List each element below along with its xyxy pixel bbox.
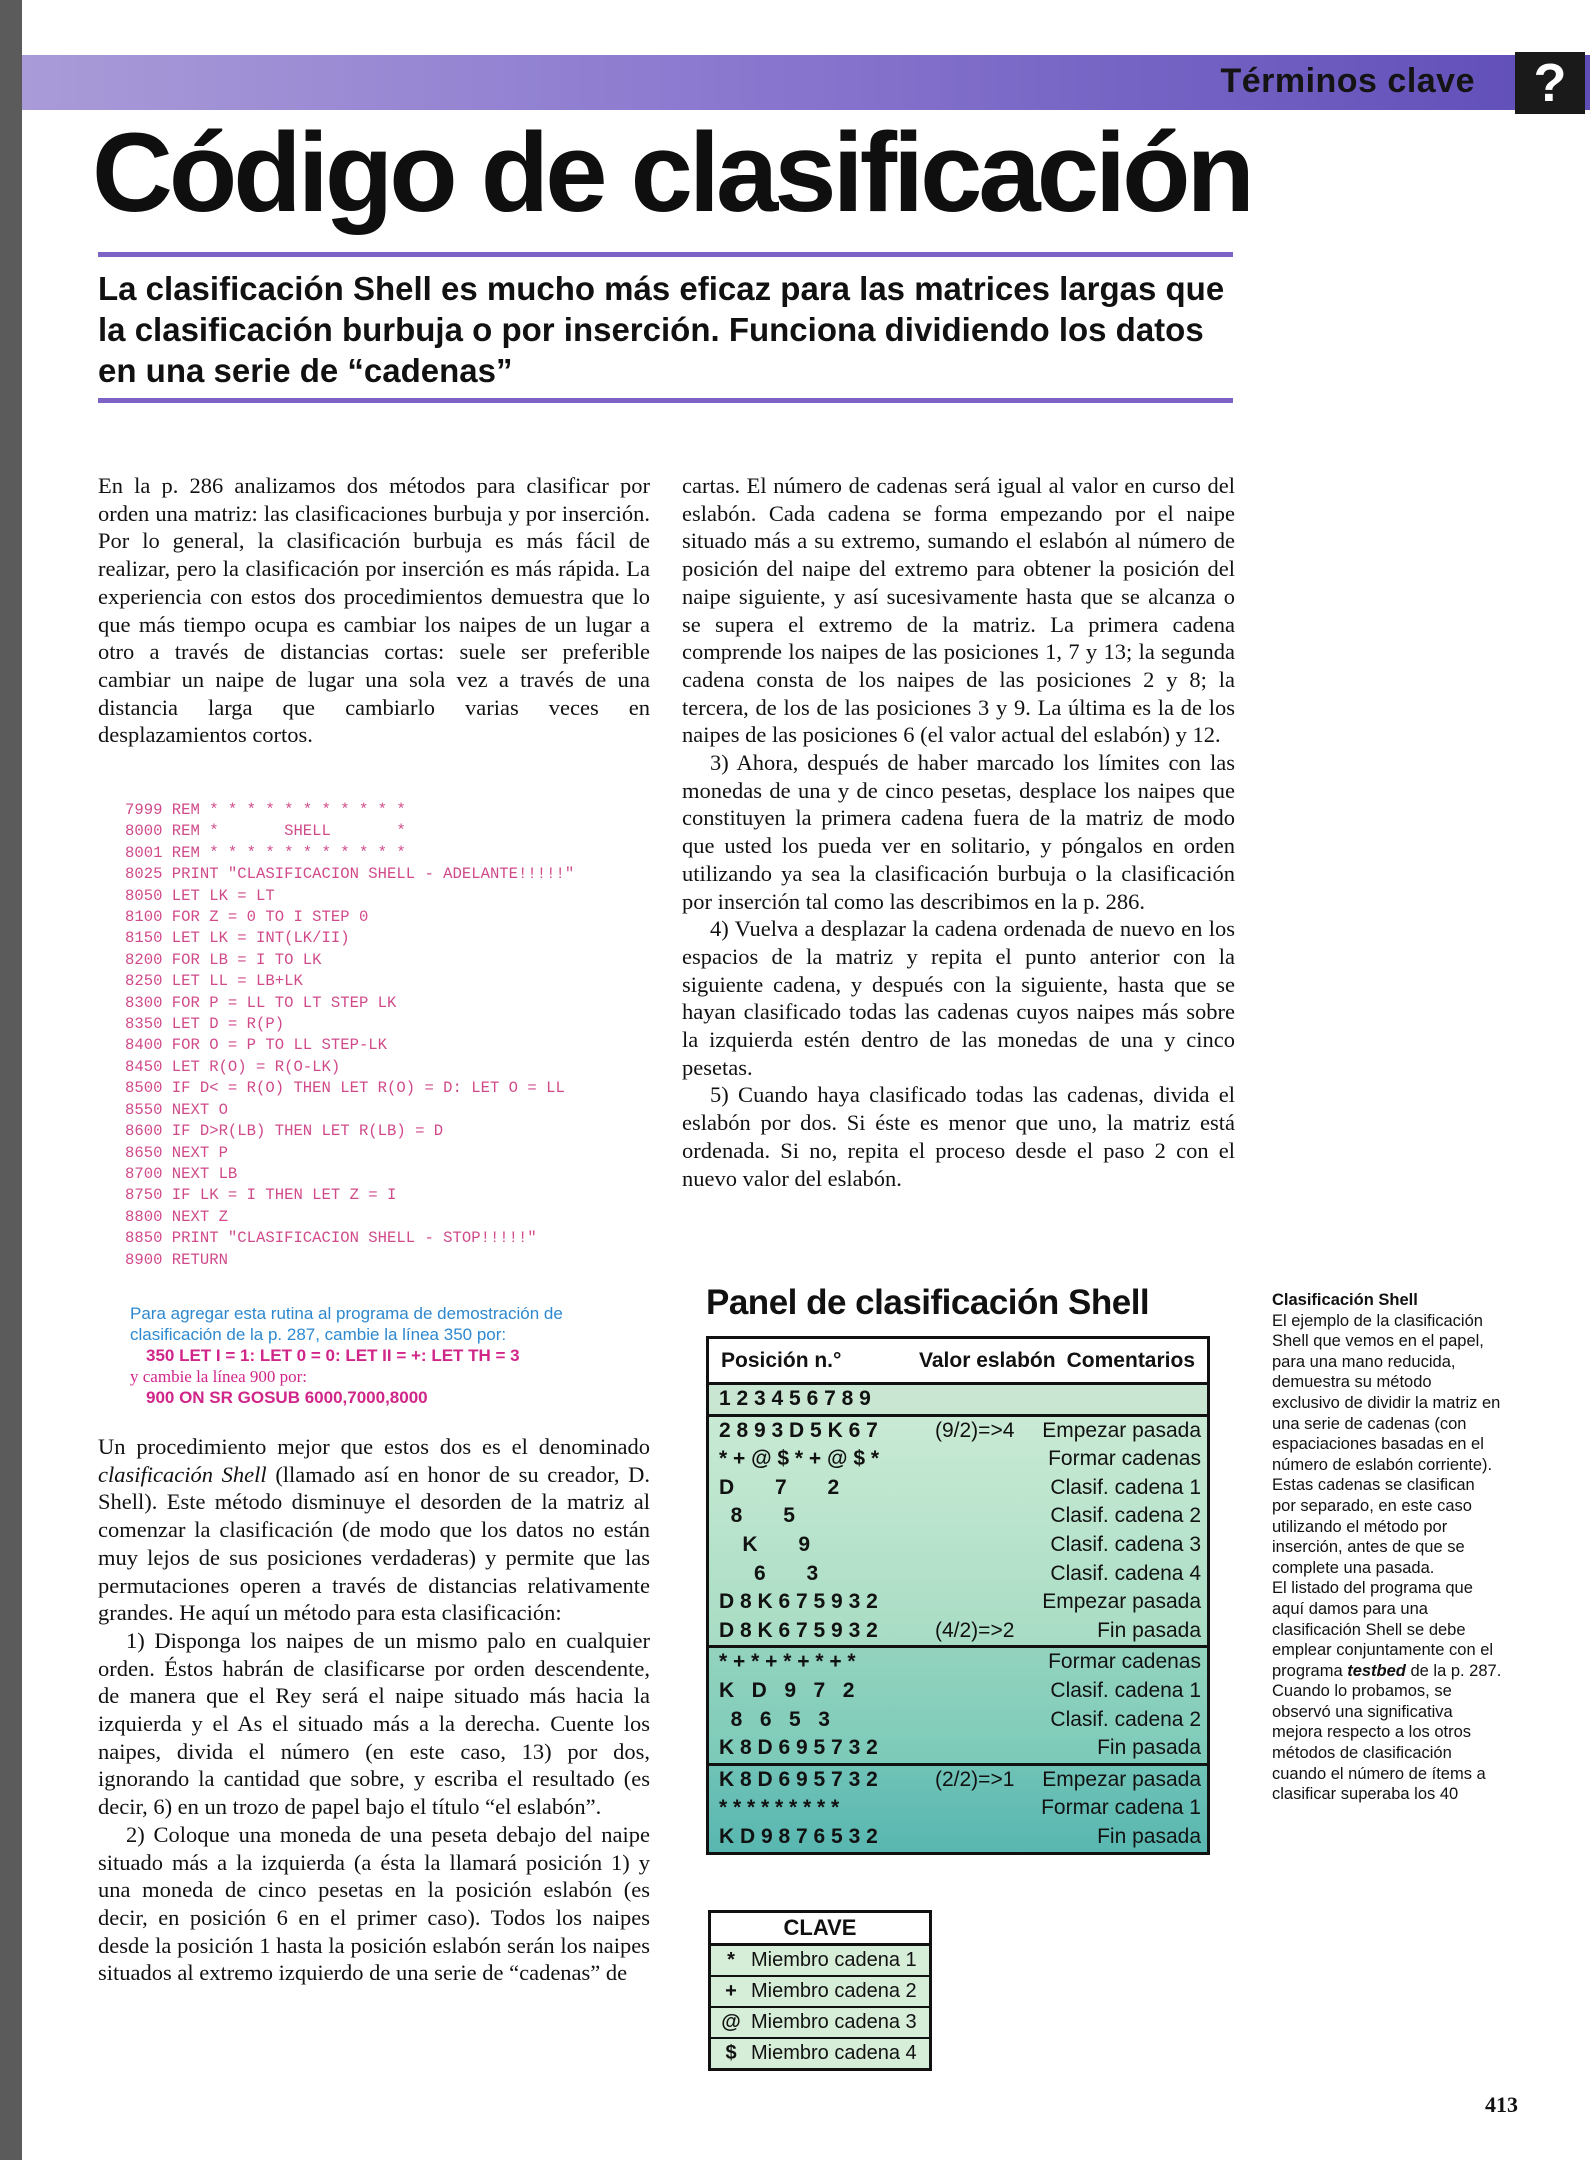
key-label: Miembro cadena 4 <box>751 2042 917 2064</box>
step-4-paragraph: 4) Vuelva a desplazar la cadena ordenada de nuevo en los espacios de la matriz y repita el punto anterior con la siguiente cadena, y después con la siguiente, hasta que se hayan clasificado todas las cadenas cuyos naipes más sobre la izquierda estén dentro de las monedas de una y cinco pesetas. <box>682 916 1235 1080</box>
code-line: 8550 NEXT O <box>125 1100 228 1119</box>
key-row <box>711 2006 929 2037</box>
panel-segment <box>709 1648 1207 1765</box>
body-paragraph <box>98 1433 650 1627</box>
code-line: 8050 LET LK = LT <box>125 886 275 905</box>
panel-row <box>709 1385 1207 1414</box>
code-line: 8150 LET LK = INT(LK/II) <box>125 929 350 948</box>
panel-row <box>709 1560 1207 1589</box>
card-sequence: K 8 D 6 9 5 7 3 2 <box>719 1767 878 1791</box>
note-text-2: y cambie la línea 900 por: <box>130 1367 308 1386</box>
shell-sort-panel <box>706 1336 1210 1855</box>
page-edge <box>0 0 22 2160</box>
row-comment: Formar cadenas <box>1048 1650 1201 1674</box>
left-column-top <box>98 472 650 749</box>
row-comment: Empezar pasada <box>1042 1590 1201 1614</box>
card-sequence: K D 9 8 7 6 5 3 2 <box>719 1824 878 1848</box>
intro-paragraph: La clasificación Shell es mucho más eficaz para las matrices largas que la clasificación burbuja o por inserción. Funciona dividiendo los datos en una serie de “cadenas” <box>98 270 1225 389</box>
emphasis: testbed <box>1347 1661 1406 1680</box>
panel-row <box>709 1502 1207 1531</box>
card-sequence: 6 3 <box>719 1561 819 1585</box>
row-comment: Formar cadena 1 <box>1041 1796 1201 1820</box>
key-title: CLAVE <box>711 1913 929 1946</box>
code-line: 8100 FOR Z = 0 TO I STEP 0 <box>125 908 369 927</box>
code-line: 8450 LET R(O) = R(O-LK) <box>125 1057 341 1076</box>
text-run: El listado del programa que aquí damos para una clasificación Shell se debe emplear conjuntamente con el programa <box>1272 1579 1494 1680</box>
sidebar-caption <box>1272 1290 1502 1805</box>
link-value: (2/2)=>1 <box>935 1767 1015 1791</box>
key-label: Miembro cadena 1 <box>751 1949 917 1971</box>
key-row <box>711 1946 929 1975</box>
code-line: 8800 NEXT Z <box>125 1207 228 1226</box>
column-header-position: Posición n.° <box>721 1349 842 1372</box>
panel-row <box>709 1445 1207 1474</box>
row-comment: Fin pasada <box>1097 1824 1201 1848</box>
row-comment: Clasif. cadena 3 <box>1050 1532 1201 1556</box>
code-line: 8000 REM * SHELL * <box>125 822 406 841</box>
caption-text-2 <box>1272 1578 1502 1805</box>
card-sequence: K 9 <box>719 1532 811 1556</box>
panel-row <box>709 1766 1207 1795</box>
panel-row <box>709 1794 1207 1823</box>
key-symbol: + <box>725 1980 737 2002</box>
step-3-paragraph: 3) Ahora, después de haber marcado los límites con las monedas de una y de cinco pesetas, desplace los naipes que constituyen la primera cadena fuera de la matriz de modo que usted los pueda ver en solitario, y póngalos en orden utilizando ya sea la clasificación burbuja o la clasificación por inserción tal como las describimos en la p. 286. <box>682 750 1235 914</box>
caption-heading: Clasificación Shell <box>1272 1291 1418 1309</box>
panel-row <box>709 1823 1207 1852</box>
row-comment: Fin pasada <box>1097 1736 1201 1760</box>
code-line: 8500 IF D< = R(O) THEN LET R(O) = D: LET O = LL <box>125 1079 565 1098</box>
row-comment: Empezar pasada <box>1042 1418 1201 1442</box>
question-mark-icon: ? <box>1515 52 1585 114</box>
note-code-line-900: 900 ON SR GOSUB 6000,7000,8000 <box>146 1388 428 1407</box>
row-comment: Clasif. cadena 1 <box>1050 1678 1201 1702</box>
row-comment: Clasif. cadena 2 <box>1050 1707 1201 1731</box>
link-value: (4/2)=>2 <box>935 1618 1015 1642</box>
text-run: de la p. 287. Cuando lo probamos, se observó una significativa mejora respecto a los otros métodos de clasificación cuando el número de ítems a clasificar superaba los 40 <box>1272 1661 1502 1804</box>
title-rule-top <box>98 252 1233 257</box>
row-comment: Clasif. cadena 2 <box>1050 1504 1201 1528</box>
panel-row <box>709 1474 1207 1503</box>
body-paragraph: cartas. El número de cadenas será igual al valor en curso del eslabón. Cada cadena se forma empezando por el naipe situado más a su extremo, sumando el eslabón al número de posición del naipe del extremo para obtener la posición del naipe siguiente, y así sucesivamente hasta que se alcanza o se supera el extremo de la matriz. La primera cadena comprende los naipes de las posiciones 1, 7 y 13; la segunda cadena consta de los naipes de las posiciones 2 y 8; la tercera, de los de las posiciones 3 y 9. La última es la de los naipes de las posiciones 6 (el valor actual del eslabón) y 12. <box>682 473 1235 748</box>
program-note <box>130 1303 600 1408</box>
code-line: 8900 RETURN <box>125 1250 228 1269</box>
key-symbol: @ <box>721 2011 741 2033</box>
left-column-bottom <box>98 1433 650 1987</box>
text-run: Un procedimiento mejor que estos dos es el denominado <box>98 1434 650 1459</box>
panel-row <box>709 1588 1207 1617</box>
title-rule-bottom <box>98 398 1233 403</box>
code-line: 8200 FOR LB = I TO LK <box>125 950 322 969</box>
code-line: 8250 LET LL = LB+LK <box>125 972 303 991</box>
card-sequence: 2 8 9 3 D 5 K 6 7 <box>719 1418 878 1442</box>
code-line: 8650 NEXT P <box>125 1143 228 1162</box>
code-line: 8750 IF LK = I THEN LET Z = I <box>125 1186 397 1205</box>
row-comment: Fin pasada <box>1097 1618 1201 1642</box>
card-sequence: D 7 2 <box>719 1475 840 1499</box>
row-comment: Clasif. cadena 1 <box>1050 1475 1201 1499</box>
key-symbol: $ <box>725 2042 737 2064</box>
key-row <box>711 2037 929 2068</box>
code-line: 8700 NEXT LB <box>125 1164 238 1183</box>
key-symbol: * <box>727 1949 735 1971</box>
panel-row <box>709 1417 1207 1446</box>
card-sequence: 1 2 3 4 5 6 7 8 9 <box>719 1387 871 1410</box>
section-label: Términos clave <box>1220 62 1475 100</box>
card-sequence: K D 9 7 2 <box>719 1678 855 1702</box>
card-sequence: * + * + * + * + * <box>719 1650 856 1674</box>
row-comment: Empezar pasada <box>1042 1767 1201 1791</box>
key-box <box>708 1910 932 2071</box>
emphasis: clasificación Shell <box>98 1461 267 1487</box>
row-comment: Clasif. cadena 4 <box>1050 1561 1201 1585</box>
key-label: Miembro cadena 3 <box>751 2011 917 2033</box>
note-text: Para agregar esta rutina al programa de demostración de clasificación de la p. 287, cambie la línea 350 por: <box>130 1304 563 1344</box>
card-sequence: 8 6 5 3 <box>719 1707 830 1731</box>
panel-row <box>709 1617 1207 1646</box>
page-number: 413 <box>1485 2092 1518 2117</box>
link-value: (9/2)=>4 <box>935 1418 1015 1442</box>
code-line: 8350 LET D = R(P) <box>125 1015 285 1034</box>
panel-segment <box>709 1766 1207 1852</box>
page-title: Código de clasificación <box>92 110 1251 235</box>
card-sequence: * + @ $ * + @ $ * <box>719 1447 880 1471</box>
step-2-paragraph: 2) Coloque una moneda de una peseta debajo del naipe situado más a la izquierda (a ésta la llamará posición 1) y una moneda de cinco pesetas en la posición eslabón (es decir, en posición 6 en el primer caso). Todos los naipes desde la posición 1 hasta la posición eslabón serán los naipes situados al extremo izquierdo de una serie de “cadenas” de <box>98 1821 650 1986</box>
card-sequence: K 8 D 6 9 5 7 3 2 <box>719 1736 878 1760</box>
key-label: Miembro cadena 2 <box>751 1980 917 2002</box>
text-run: (llamado así en honor de su creador, D. Shell). Este método disminuye el desorden de la matriz al comenzar la clasificación (de modo que los datos no están muy lejos de sus posiciones verdaderas) y permite que las permutaciones operen a través de distancias relativamente grandes. He aquí un método para esta clasificación: <box>98 1461 650 1626</box>
code-line: 8025 PRINT "CLASIFICACION SHELL - ADELANTE!!!!!" <box>125 865 575 884</box>
column-header-value: Valor eslabón <box>919 1349 1056 1372</box>
panel-row <box>709 1648 1207 1677</box>
card-sequence: D 8 K 6 7 5 9 3 2 <box>719 1590 878 1614</box>
panel-segment <box>709 1385 1207 1417</box>
row-comment: Formar cadenas <box>1048 1447 1201 1471</box>
step-1-paragraph: 1) Disponga los naipes de un mismo palo en cualquier orden. Éstos habrán de clasificarse por orden descendente, de manera que el Rey será el naipe situado más hacia la izquierda y el As el situado más a la derecha. Cuente los naipes, divida el número (en este caso, 13) por dos, ignorando la cantidad que sobre, y escriba el resultado (es decir, 6) en un trozo de papel bajo el título “el eslabón”. <box>98 1627 650 1820</box>
panel-header <box>709 1339 1207 1385</box>
column-header-comments: Comentarios <box>1066 1349 1195 1372</box>
code-listing <box>125 800 574 1271</box>
key-row <box>711 1975 929 2006</box>
code-line: 8400 FOR O = P TO LL STEP-LK <box>125 1036 388 1055</box>
panel-body <box>709 1385 1207 1852</box>
note-code-line-350: 350 LET I = 1: LET 0 = 0: LET II = +: LET TH = 3 <box>146 1346 520 1365</box>
panel-row <box>709 1706 1207 1735</box>
code-line: 8001 REM * * * * * * * * * * * <box>125 843 406 862</box>
card-sequence: * * * * * * * * * <box>719 1796 840 1820</box>
right-column <box>682 472 1235 1192</box>
body-paragraph: En la p. 286 analizamos dos métodos para clasificar por orden una matriz: las clasificaciones burbuja y por inserción. Por lo general, la clasificación burbuja es más fácil de realizar, pero la clasificación por inserción es más rápida. La experiencia con estos dos procedimientos demuestra que lo que más tiempo ocupa es cambiar los naipes de un lugar a otro a través de distancias cortas: suele ser preferible cambiar un naipe de lugar una sola vez a través de una distancia larga que cambiarlo varias veces en desplazamientos cortos. <box>98 473 650 748</box>
step-5-paragraph: 5) Cuando haya clasificado todas las cadenas, divida el eslabón por dos. Si éste es menor que uno, la matriz está ordenada. Si no, repita el proceso desde el paso 2 con el nuevo valor del eslabón. <box>682 1082 1235 1191</box>
panel-row <box>709 1677 1207 1706</box>
key-rows <box>711 1946 929 2068</box>
code-line: 8850 PRINT "CLASIFICACION SHELL - STOP!!!!!" <box>125 1229 537 1248</box>
caption-text: El ejemplo de la clasificación Shell que vemos en el papel, para una mano reducida, demuestra su método exclusivo de dividir la matriz en una serie de cadenas (con espaciaciones basadas en el número de eslabón corriente). Estas cadenas se clasifican por separado, en este caso utilizando el método por inserción, antes de que se complete una pasada. <box>1272 1311 1501 1577</box>
panel-row <box>709 1734 1207 1763</box>
card-sequence: 8 5 <box>719 1504 795 1528</box>
code-line: 7999 REM * * * * * * * * * * * <box>125 801 406 819</box>
panel-row <box>709 1531 1207 1560</box>
panel-title: Panel de clasificación Shell <box>706 1283 1150 1322</box>
code-line: 8600 IF D>R(LB) THEN LET R(LB) = D <box>125 1122 444 1141</box>
panel-segment <box>709 1417 1207 1649</box>
code-line: 8300 FOR P = LL TO LT STEP LK <box>125 993 397 1012</box>
card-sequence: D 8 K 6 7 5 9 3 2 <box>719 1618 878 1642</box>
